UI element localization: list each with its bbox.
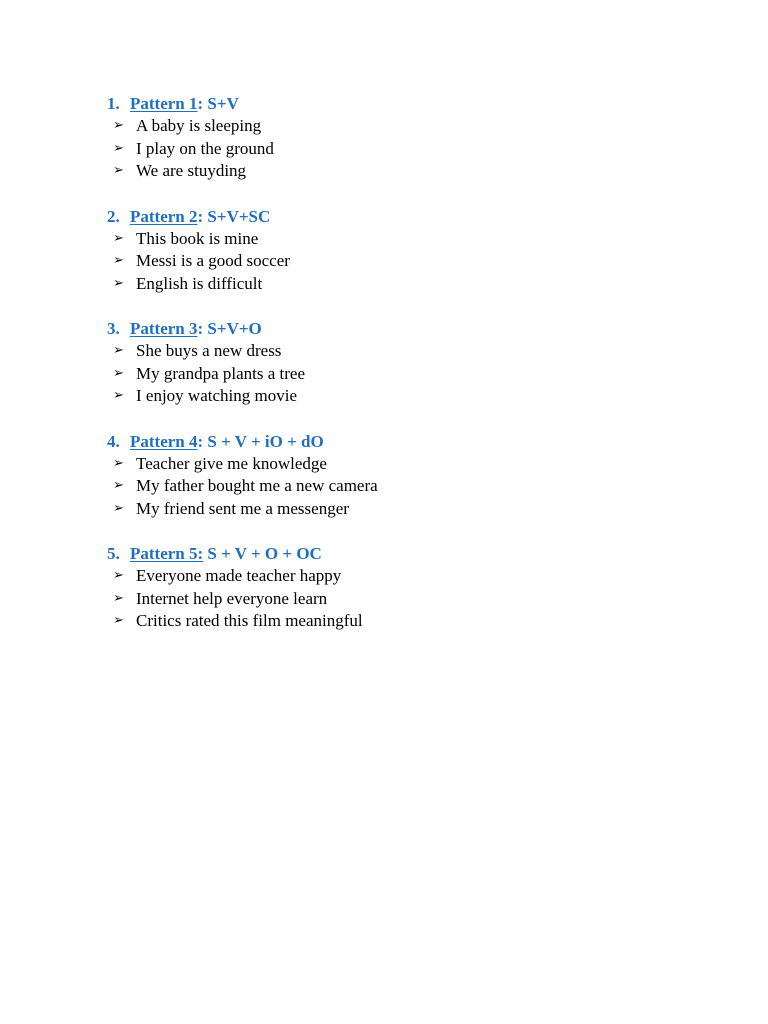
example-sentence: A baby is sleeping bbox=[136, 116, 262, 135]
list-item bbox=[107, 273, 707, 296]
pattern-section-4 bbox=[107, 430, 707, 521]
pattern-formula: : S + V + iO + dO bbox=[197, 431, 324, 451]
pattern-section-3 bbox=[107, 317, 707, 408]
arrow-bullet-icon: ➢ bbox=[113, 230, 124, 246]
arrow-bullet-icon: ➢ bbox=[113, 613, 124, 628]
pattern-section-5 bbox=[107, 542, 707, 633]
pattern-name: Pattern 1 bbox=[130, 94, 198, 113]
list-item bbox=[107, 250, 707, 273]
list-item bbox=[107, 565, 707, 588]
arrow-bullet-icon: ➢ bbox=[113, 163, 124, 178]
example-sentence: Teacher give me knowledge bbox=[136, 453, 327, 473]
pattern-heading bbox=[107, 205, 707, 228]
list-item bbox=[107, 115, 707, 138]
pattern-heading bbox=[107, 317, 707, 340]
sentence-patterns-list bbox=[107, 92, 707, 655]
list-item bbox=[107, 498, 707, 521]
list-item bbox=[107, 610, 707, 633]
example-sentence: Messi is a good soccer bbox=[136, 251, 290, 270]
example-sentence: English is difficult bbox=[136, 273, 263, 293]
pattern-formula: : S+V bbox=[197, 94, 239, 113]
pattern-formula: : S+V+O bbox=[197, 319, 262, 338]
example-sentence: My friend sent me a messenger bbox=[136, 498, 349, 518]
pattern-heading bbox=[107, 542, 707, 565]
arrow-bullet-icon: ➢ bbox=[113, 140, 124, 156]
example-sentence: She buys a new dress bbox=[136, 341, 282, 360]
pattern-heading bbox=[107, 430, 707, 453]
pattern-number: 4. bbox=[107, 431, 120, 451]
pattern-section-2 bbox=[107, 205, 707, 296]
pattern-name: Pattern 5: bbox=[130, 544, 204, 563]
list-item bbox=[107, 138, 707, 161]
example-sentence: I play on the ground bbox=[136, 138, 274, 158]
arrow-bullet-icon: ➢ bbox=[113, 253, 124, 268]
example-sentence: We are stuyding bbox=[136, 161, 247, 180]
list-item bbox=[107, 475, 707, 498]
pattern-number: 5. bbox=[107, 544, 120, 563]
list-item bbox=[107, 453, 707, 476]
pattern-number: 2. bbox=[107, 206, 120, 226]
arrow-bullet-icon: ➢ bbox=[113, 275, 124, 291]
pattern-formula: S + V + O + OC bbox=[203, 544, 322, 563]
example-sentence: Everyone made teacher happy bbox=[136, 566, 342, 585]
list-item bbox=[107, 363, 707, 386]
arrow-bullet-icon: ➢ bbox=[113, 365, 124, 381]
example-sentence: Internet help everyone learn bbox=[136, 588, 328, 608]
arrow-bullet-icon: ➢ bbox=[113, 455, 124, 471]
pattern-section-1 bbox=[107, 92, 707, 183]
arrow-bullet-icon: ➢ bbox=[113, 478, 124, 493]
list-item bbox=[107, 160, 707, 183]
arrow-bullet-icon: ➢ bbox=[113, 568, 124, 583]
arrow-bullet-icon: ➢ bbox=[113, 500, 124, 516]
example-sentence: Critics rated this film meaningful bbox=[136, 611, 363, 630]
example-sentence: My grandpa plants a tree bbox=[136, 363, 305, 383]
list-item bbox=[107, 228, 707, 251]
pattern-name: Pattern 3 bbox=[130, 319, 198, 338]
example-sentence: This book is mine bbox=[136, 228, 259, 248]
pattern-heading bbox=[107, 92, 707, 115]
arrow-bullet-icon: ➢ bbox=[113, 343, 124, 358]
list-item bbox=[107, 385, 707, 408]
pattern-formula: : S+V+SC bbox=[197, 206, 271, 226]
pattern-name: Pattern 2 bbox=[130, 206, 198, 226]
example-sentence: I enjoy watching movie bbox=[136, 386, 297, 405]
arrow-bullet-icon: ➢ bbox=[113, 118, 124, 133]
pattern-name: Pattern 4 bbox=[130, 431, 198, 451]
arrow-bullet-icon: ➢ bbox=[113, 388, 124, 403]
list-item bbox=[107, 340, 707, 363]
list-item bbox=[107, 588, 707, 611]
pattern-number: 1. bbox=[107, 94, 120, 113]
pattern-number: 3. bbox=[107, 319, 120, 338]
example-sentence: My father bought me a new camera bbox=[136, 476, 378, 495]
arrow-bullet-icon: ➢ bbox=[113, 590, 124, 606]
